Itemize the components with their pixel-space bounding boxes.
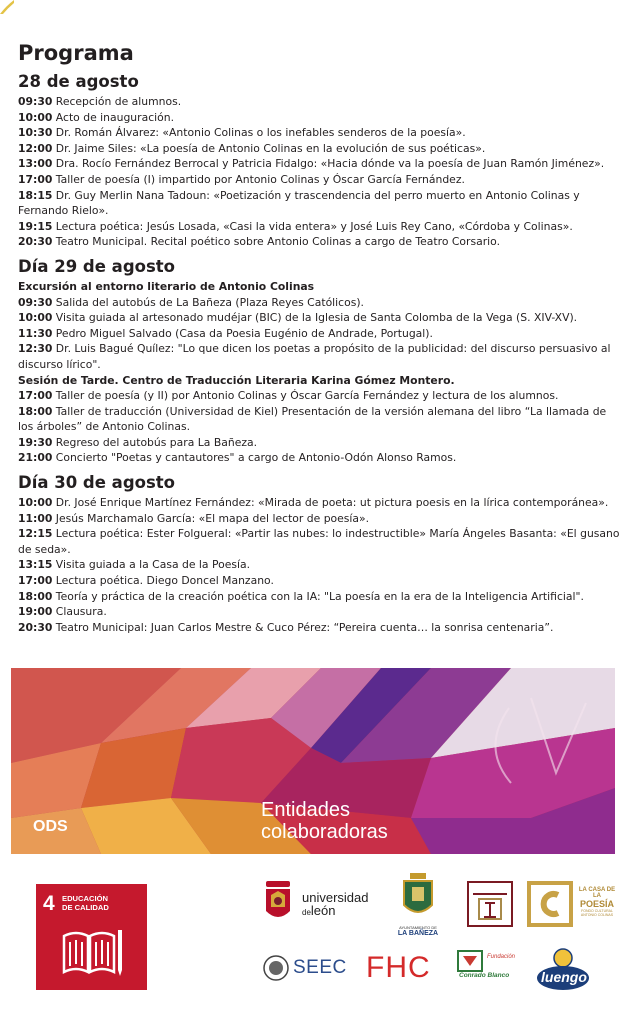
schedule-item	[18, 511, 622, 527]
schedule-time: 18:15	[18, 188, 53, 202]
schedule-list	[18, 279, 622, 466]
ods4-card	[36, 884, 147, 990]
collaborators-banner	[11, 668, 615, 854]
schedule-text: Teoría y práctica de la creación poética con la IA: "La poesía en la era de la Inteligencia Artificial".	[52, 589, 584, 603]
schedule-subheading	[18, 279, 622, 295]
entities-heading	[261, 799, 388, 843]
ods4-text-line2: DE CALIDAD	[62, 903, 109, 912]
schedule-item	[18, 172, 622, 188]
schedule-text: Taller de traducción (Universidad de Kiel) Presentación de la versión alemana del libro “La llamada de los árboles” de Antonio Colinas.	[18, 404, 607, 434]
schedule-item	[18, 573, 622, 589]
entities-heading-line2: colaboradoras	[261, 821, 388, 843]
ods4-text-line1: EDUCACIÓN	[62, 894, 108, 903]
schedule-time: 10:30	[18, 126, 53, 140]
schedule-text: Sesión de Tarde. Centro de Traducción Literaria Karina Gómez Montero.	[18, 373, 455, 387]
schedule-item	[18, 620, 622, 636]
schedule-text: Teatro Municipal: Juan Carlos Mestre & Cuco Pérez: “Pereira cuenta… la sonrisa centenaria”.	[52, 620, 554, 634]
baneza-shield-icon	[396, 873, 440, 921]
fundacion-small-label: Fundación	[487, 954, 516, 960]
ods-label: ODS	[33, 818, 68, 835]
schedule-time: 12:30	[18, 342, 53, 356]
schedule-item	[18, 156, 622, 172]
schedule-text: Regreso del autobús para La Bañeza.	[52, 435, 258, 449]
schedule-time: 09:30	[18, 95, 53, 108]
seec-coin-icon	[263, 955, 289, 981]
ayuntamiento-small-label: AYUNTAMIENTO DE	[399, 925, 437, 930]
schedule-time: 19:15	[18, 219, 53, 233]
schedule-time: 12:00	[18, 141, 53, 155]
schedule-item	[18, 295, 622, 311]
universidad-label: universidad	[302, 890, 369, 905]
schedule-text: Visita guiada a la Casa de la Poesía.	[52, 558, 251, 572]
schedule-text: Lectura poética: Ester Folgueral: «Partir las nubes: lo indestructible» María Ángeles Basanta: «El gusano de seda».	[18, 527, 620, 556]
schedule-text: Dr. Jaime Siles: «La poesía de Antonio Colinas en la evolución de sus poéticas».	[52, 141, 486, 155]
day-title: Día 29 de agosto	[18, 256, 176, 276]
schedule-time: 10:00	[18, 496, 53, 510]
leon-label: león	[310, 903, 336, 918]
schedule-subheading	[18, 373, 622, 389]
casa-line2: POESÍA	[579, 899, 614, 909]
seec-logo	[263, 954, 353, 982]
schedule-text: Clausura.	[52, 605, 107, 619]
casa-poesia-emblem-icon	[527, 881, 573, 927]
schedule-text: Taller de poesía (y II) por Antonio Colinas y Óscar García Fernández y lectura de los alumnos.	[52, 389, 559, 403]
universidad-de-label: de	[302, 908, 311, 917]
university-crest-icon	[262, 877, 294, 927]
fundacion-name-label: Conrado Blanco	[459, 972, 510, 979]
fhc-label: FHC	[366, 951, 431, 984]
schedule-item	[18, 404, 622, 435]
schedule-text: Concierto "Poetas y cantautores" a cargo de Antonio-Odón Alonso Ramos.	[52, 451, 457, 465]
schedule-time: 10:00	[18, 311, 53, 325]
schedule-text: Excursión al entorno literario de Antonio Colinas	[18, 279, 315, 293]
schedule-item	[18, 94, 622, 110]
program-day	[18, 473, 622, 635]
casa-line3: FONDO CULTURAL	[581, 909, 613, 913]
schedule-text: Recepción de alumnos.	[52, 95, 182, 108]
fhc-logo	[366, 949, 434, 987]
corner-mark	[0, 0, 14, 14]
schedule-text: Lectura poética. Diego Doncel Manzano.	[52, 574, 274, 588]
ods4-text	[62, 894, 142, 912]
schedule-item	[18, 435, 622, 451]
schedule-time: 13:00	[18, 157, 53, 171]
schedule-text: Lectura poética: Jesús Losada, «Casi la vida entera» y José Luis Rey Cano, «Córdoba y Colinas».	[52, 219, 573, 233]
schedule-text: Salida del autobús de La Bañeza (Plaza Reyes Católicos).	[52, 295, 364, 309]
program-days	[18, 72, 622, 635]
schedule-item	[18, 341, 622, 372]
schedule-text: Dr. Román Álvarez: «Antonio Colinas o los inefables senderos de la poesía».	[52, 126, 466, 140]
schedule-item	[18, 326, 622, 342]
schedule-item	[18, 141, 622, 157]
book-pencil-icon	[62, 928, 124, 978]
day-title: Día 30 de agosto	[18, 473, 176, 493]
schedule-time: 20:30	[18, 235, 53, 249]
schedule-text: Visita guiada al artesonado mudéjar (BIC) de la Iglesia de Santa Colomba de la Vega (S. XIV-XV).	[52, 311, 578, 325]
casa-line4: ANTONIO COLINAS	[580, 913, 614, 917]
schedule-time: 17:00	[18, 172, 53, 186]
schedule-item	[18, 495, 622, 511]
schedule-item	[18, 450, 622, 466]
institucion-seal-logo	[467, 881, 513, 927]
schedule-item	[18, 388, 622, 404]
ayuntamiento-name-label: LA BAÑEZA	[397, 930, 439, 937]
schedule-item	[18, 604, 622, 620]
schedule-text: Dr. Luis Bagué Quílez: "Lo que dicen los poetas a propósito de la publicidad: del discurso persuasivo al discurso lírico".	[18, 342, 611, 371]
schedule-time: 19:30	[18, 435, 53, 449]
schedule-time: 12:15	[18, 527, 53, 541]
schedule-item	[18, 234, 622, 250]
schedule-time: 19:00	[18, 605, 53, 619]
fundacion-conrado-blanco-logo	[455, 948, 523, 990]
ods4-number: 4	[43, 892, 55, 915]
schedule-item	[18, 557, 622, 573]
program-day	[18, 257, 622, 466]
schedule-item	[18, 310, 622, 326]
schedule-item	[18, 219, 622, 235]
schedule-list	[18, 94, 622, 250]
schedule-time: 11:00	[18, 511, 53, 525]
institution-seal-icon	[467, 881, 513, 927]
seec-label: SEEC	[293, 957, 347, 978]
program-day	[18, 72, 622, 250]
schedule-item	[18, 526, 622, 557]
entities-heading-line1: Entidades	[261, 799, 350, 821]
schedule-text: Jesús Marchamalo García: «El mapa del lector de poesía».	[52, 511, 370, 525]
schedule-text: Acto de inauguración.	[52, 110, 175, 124]
schedule-time: 11:30	[18, 326, 53, 340]
schedule-time: 17:00	[18, 389, 53, 403]
schedule-text: Teatro Municipal. Recital poético sobre Antonio Colinas a cargo de Teatro Corsario.	[52, 235, 500, 249]
schedule-text: Taller de poesía (I) impartido por Antonio Colinas y Óscar García Fernández.	[52, 172, 465, 186]
luengo-logo	[535, 946, 591, 992]
schedule-time: 20:30	[18, 620, 53, 634]
universidad-leon-logo	[262, 877, 382, 927]
program-title: Programa	[18, 41, 134, 65]
schedule-item	[18, 110, 622, 126]
day-title: 28 de agosto	[18, 72, 139, 91]
schedule-list	[18, 495, 622, 635]
schedule-time: 10:00	[18, 110, 53, 124]
schedule-time: 18:00	[18, 589, 53, 603]
schedule-time: 09:30	[18, 295, 53, 309]
schedule-item	[18, 125, 622, 141]
schedule-time: 17:00	[18, 574, 53, 588]
schedule-item	[18, 589, 622, 605]
schedule-time: 13:15	[18, 558, 53, 572]
casa-line1: LA CASA DE LA	[578, 887, 616, 899]
casa-poesia-logo	[527, 881, 617, 927]
schedule-item	[18, 188, 622, 219]
schedule-text: Dra. Rocío Fernández Berrocal y Patricia Fidalgo: «Hacia dónde va la poesía de Juan Ramón Jiménez».	[52, 157, 605, 171]
program-section	[18, 40, 622, 642]
conrado-blanco-emblem-icon	[455, 948, 485, 974]
schedule-time: 18:00	[18, 404, 53, 418]
luengo-label: luengo	[541, 969, 587, 985]
schedule-time: 21:00	[18, 451, 53, 465]
schedule-text: Dr. Guy Merlin Nana Tadoun: «Poetización y trascendencia del perro muerto en Antonio Colinas y Fernando Rielo».	[18, 188, 580, 218]
schedule-text: Pedro Miguel Salvado (Casa da Poesia Eugénio de Andrade, Portugal).	[52, 326, 433, 340]
schedule-text: Dr. José Enrique Martínez Fernández: «Mirada de poeta: ut pictura poesis en la lírica contemporánea».	[52, 496, 609, 510]
ayuntamiento-baneza-logo	[396, 873, 440, 937]
